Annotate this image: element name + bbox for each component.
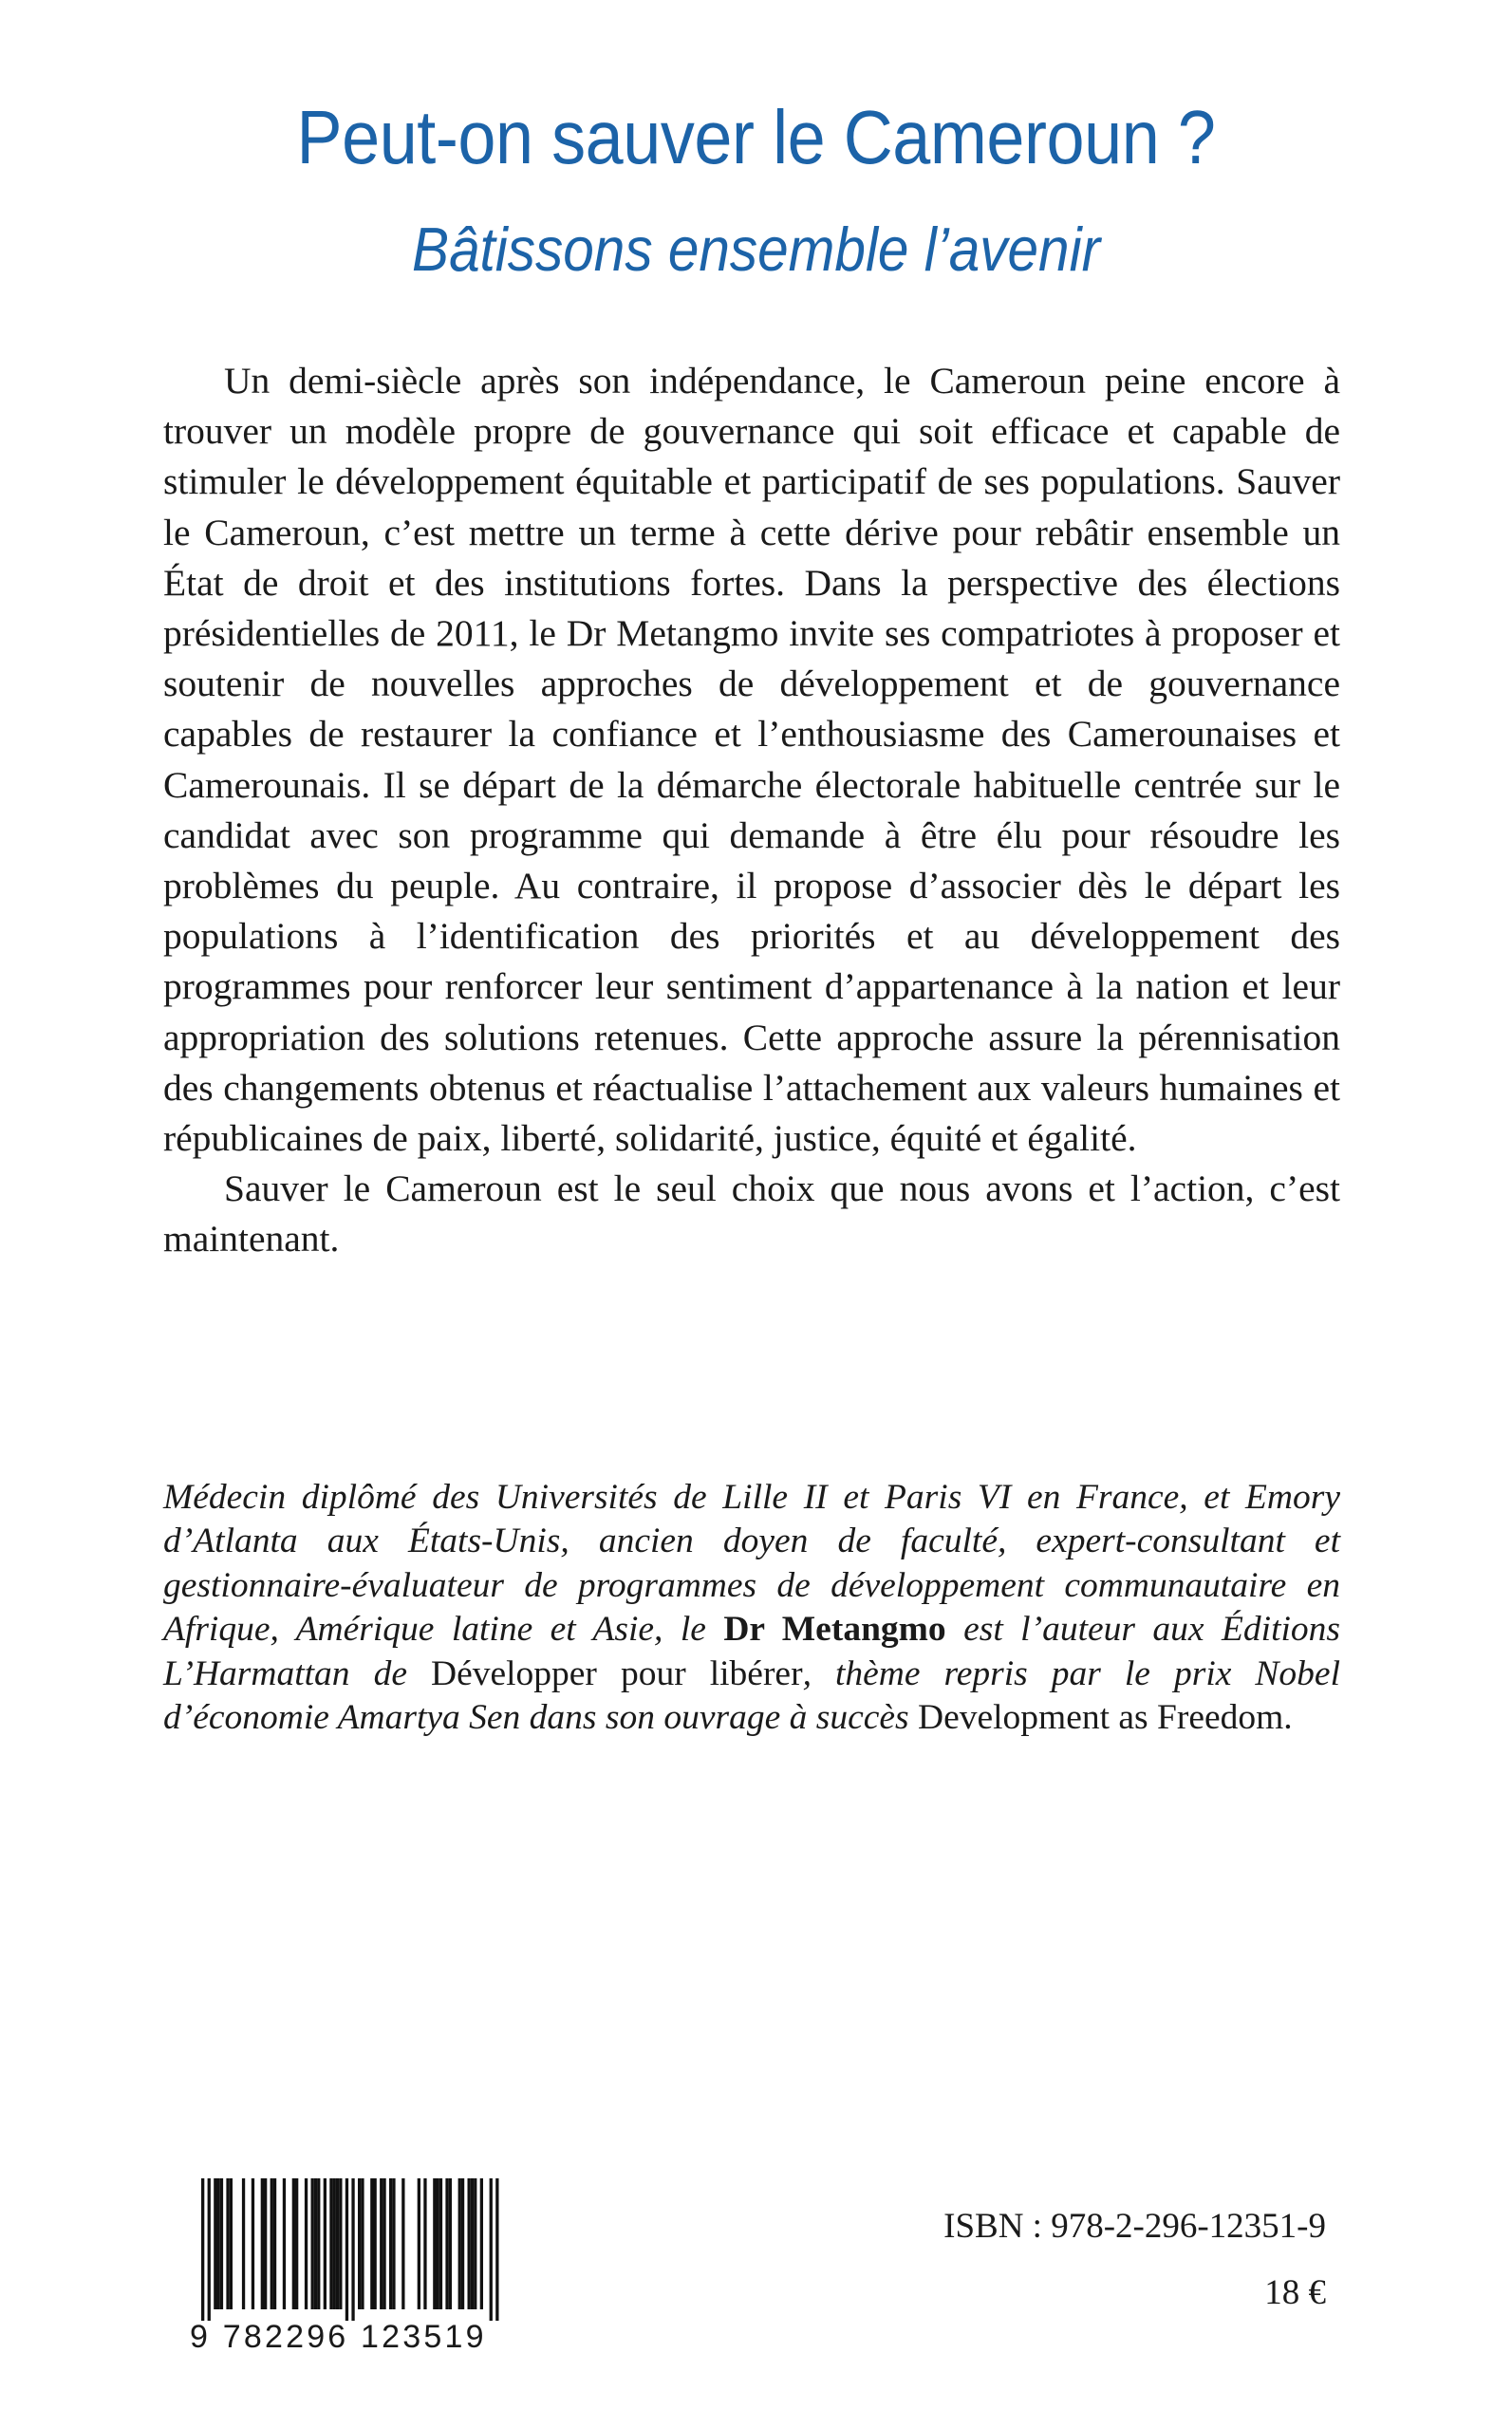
- author-bio: [163, 1476, 1340, 1740]
- bio-text-4: .: [1283, 1698, 1293, 1738]
- barcode-bar: [445, 2178, 448, 2309]
- barcode-bar: [311, 2178, 314, 2309]
- barcode-bar: [370, 2178, 373, 2309]
- barcode-bar: [201, 2178, 204, 2321]
- barcode-bar: [220, 2178, 223, 2309]
- barcode-bar: [418, 2178, 420, 2309]
- price: 18 €: [1264, 2273, 1326, 2312]
- barcode-bar: [271, 2178, 273, 2309]
- barcode-bar: [333, 2178, 336, 2309]
- barcode-bar: [345, 2178, 348, 2321]
- barcode-bar: [273, 2178, 276, 2309]
- barcode-bar: [358, 2178, 361, 2309]
- barcode-bar: [242, 2178, 245, 2309]
- blurb-paragraph-1: Un demi-siècle après son indépendance, le Cameroun peine encore à trouver un modèle propre de gouvernance qui soit efficace et capable de stimuler le développement équitable et participatif de ses populations. Sauver le Cameroun, c’est mettre un terme à cette dérive pour rebâtir ensemble un État de droit et des institutions fortes. Dans la perspective des élections présidentielles de 2011, le Dr Metangmo invite ses compatriotes à proposer et soutenir de nouvelles approches de développement et de gouvernance capables de restaurer la confiance et l’enthousiasme des Camerounaises et Camerounais. Il se départ de la démarche électorale habituelle centrée sur le candidat avec son programme qui demande à être élu pour résoudre les problèmes du peuple. Au contraire, il propose d’associer dès le départ les populations à l’identification des priorités et au développement des programmes pour renforcer leur sentiment d’appartenance à la nation et leur appropriation des solutions retenues. Cette approche assure la pérennisation des changements obtenus et réactualise l’attachement aux valeurs humaines et républicaines de paix, liberté, solidarité, justice, équité et égalité.: [163, 360, 1340, 1160]
- barcode-bar: [336, 2178, 339, 2309]
- barcode-digits: 9 782296 123519: [190, 2319, 487, 2355]
- barcode-bar: [389, 2178, 392, 2309]
- blurb: [163, 356, 1340, 1265]
- barcode-bar: [374, 2178, 377, 2309]
- book-title-1: Développer pour libérer: [431, 1653, 803, 1693]
- barcode-bar: [458, 2178, 461, 2309]
- barcode-bar: [292, 2178, 295, 2309]
- barcode-bar: [226, 2178, 229, 2309]
- barcode-bar: [214, 2178, 216, 2309]
- author-bio-text: [163, 1476, 1340, 1740]
- book-title-2: Development as Freedom: [917, 1698, 1284, 1738]
- barcode-bar: [392, 2178, 395, 2309]
- barcode-bar: [230, 2178, 233, 2309]
- barcode-bar: [314, 2178, 317, 2309]
- barcode-bar: [449, 2178, 452, 2309]
- barcode-bar: [361, 2178, 364, 2309]
- barcode-bar: [264, 2178, 267, 2309]
- barcode-bar: [380, 2178, 383, 2309]
- barcode-bar: [437, 2178, 439, 2309]
- barcode-bar: [283, 2178, 286, 2309]
- barcode-bar: [217, 2178, 220, 2309]
- barcode-bar: [339, 2178, 342, 2309]
- barcode-bar: [261, 2178, 264, 2309]
- barcode-bar: [461, 2178, 464, 2309]
- barcode-bar: [324, 2178, 327, 2309]
- bio-text-2: est l’auteur aux Éditions L’Harmattan de: [163, 1610, 1340, 1693]
- book-title: Peut-on sauver le Cameroun ?: [296, 95, 1216, 179]
- barcode-bar: [317, 2178, 320, 2309]
- barcode-bar: [480, 2178, 483, 2309]
- barcode-bar: [490, 2178, 493, 2321]
- isbn: ISBN : 978-2-296-12351-9: [943, 2207, 1326, 2246]
- barcode-bar: [468, 2178, 471, 2309]
- barcode-bar: [351, 2178, 354, 2321]
- bio-text-1: Médecin diplômé des Universités de Lille II et Paris VI en France, et Emory d’Atlanta aux États-Unis, ancien doyen de faculté, expert-consultant et gestionnaire-évaluateur de programmes de développement communautaire en Afrique, Amérique latine et Asie, le: [163, 1478, 1340, 1650]
- book-subtitle: Bâtissons ensemble l’avenir: [411, 215, 1101, 284]
- blurb-paragraph-2: Sauver le Cameroun est le seul choix que nous avons et l’action, c’est maintenant.: [163, 1167, 1340, 1261]
- barcode-bar: [295, 2178, 298, 2309]
- barcode-bar: [383, 2178, 385, 2309]
- barcode-bar: [433, 2178, 436, 2309]
- barcode: [190, 2178, 503, 2363]
- barcode-bar: [423, 2178, 426, 2309]
- author-name: Dr Metangmo: [723, 1610, 946, 1650]
- barcode-bar: [474, 2178, 476, 2309]
- barcode-bar: [305, 2178, 308, 2309]
- barcode-bar: [495, 2178, 498, 2321]
- bio-text-3: , thème repris par le prix Nobel d’économie Amartya Sen dans son ouvrage à succès: [163, 1653, 1340, 1738]
- barcode-bars: [190, 2178, 503, 2321]
- barcode-bar: [471, 2178, 474, 2309]
- barcode-bar: [329, 2178, 332, 2309]
- barcode-bar: [252, 2178, 254, 2309]
- barcode-bar: [439, 2178, 442, 2309]
- barcode-bar: [208, 2178, 211, 2321]
- barcode-bar: [401, 2178, 404, 2309]
